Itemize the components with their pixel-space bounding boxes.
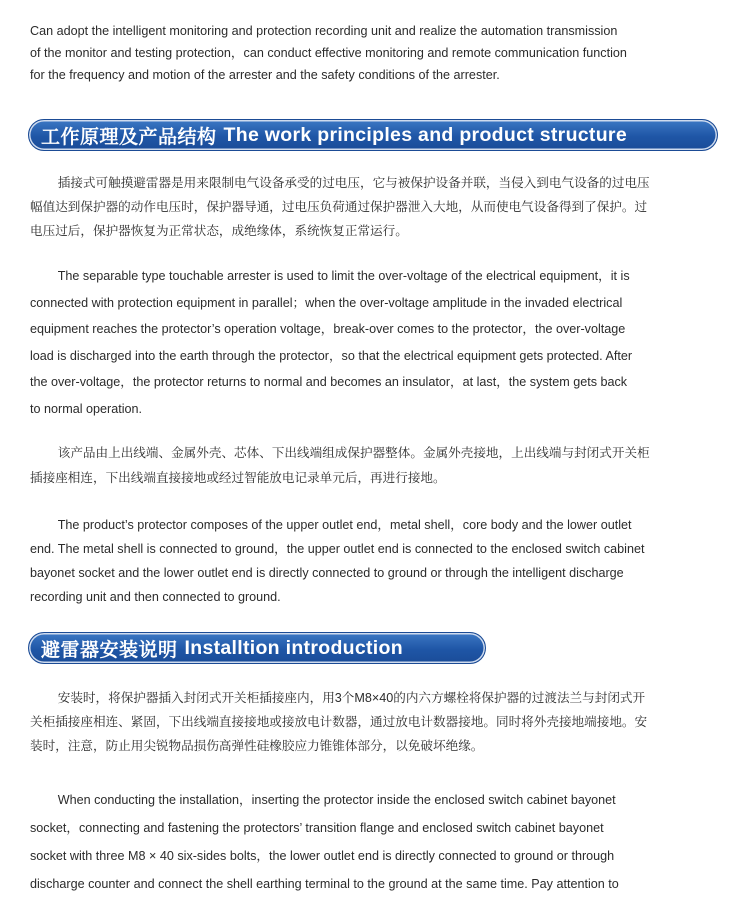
section-heading-cn: 避雷器安装说明 (41, 639, 178, 661)
text-line: 插接座相连，下出线端直接接地或经过智能放电记录单元后，再进行接地。 (30, 471, 446, 485)
section-heading-en: The work principles and product structure (223, 123, 627, 146)
text-line: The separable type touchable arrester is used to limit the over-voltage of the electrical equipment，it is (57, 269, 630, 283)
intro-line: for the frequency and motion of the arrester and the safety conditions of the arrester. (30, 68, 500, 82)
structure-paragraph-cn (30, 441, 725, 491)
text-line: 电压过后，保护器恢复为正常状态，成绝缘体，系统恢复正常运行。 (30, 224, 408, 238)
installation-paragraph-cn (30, 686, 725, 758)
text-line: bayonet socket and the lower outlet end is directly connected to ground or through the intelligent discharge (30, 566, 624, 580)
text-line: to normal operation. (30, 401, 143, 416)
text-line: discharge counter and connect the shell earthing terminal to the ground at the same time. Pay attention to (30, 877, 619, 891)
text-line: 关柜插接座相连、紧固，下出线端直接接地或接放电计数器，通过放电计数器接地。同时将外壳接地端接地。安 (30, 715, 648, 729)
text-line: recording unit and then connected to ground. (30, 590, 281, 604)
text-line: the over-voltage，the protector returns to normal and becomes an insulator，at last，the system gets back (30, 375, 628, 389)
text-line: socket with three M8 × 40 six-sides bolts，the lower outlet end is directly connected to ground or through (30, 849, 615, 863)
principle-paragraph-en (30, 263, 725, 422)
section-heading-work-principles (28, 119, 718, 151)
text-line: 安装时，将保护器插入封闭式开关柜插接座内，用3个M8×40的内六方螺栓将保护器的过渡法兰与封闭式开 (57, 691, 646, 705)
intro-line: of the monitor and testing protection，can conduct effective monitoring and remote communication function (30, 46, 627, 60)
section-heading-cn: 工作原理及产品结构 (41, 126, 217, 148)
text-line: 该产品由上出线端、金属外壳、芯体、下出线端组成保护器整体。金属外壳接地，上出线端与封闭式开关柜 (57, 446, 650, 460)
intro-line: Can adopt the intelligent monitoring and protection recording unit and realize the automation transmission (30, 24, 618, 38)
text-line: 装时，注意，防止用尖锐物品损伤高弹性硅橡胶应力锥锥体部分，以免破坏绝缘。 (30, 739, 484, 753)
section-heading-installation (28, 632, 486, 664)
text-line: 幅值达到保护器的动作电压时，保护器导通，过电压负荷通过保护器泄入大地，从而使电气设备得到了保护。过 (30, 200, 648, 214)
principle-paragraph-cn (30, 171, 725, 243)
text-line: 插接式可触摸避雷器是用来限制电气设备承受的过电压，它与被保护设备并联，当侵入到电气设备的过电压 (57, 176, 650, 190)
text-line: end. The metal shell is connected to ground，the upper outlet end is connected to the enclosed switch cabinet (30, 542, 645, 556)
structure-paragraph-en (30, 513, 725, 609)
text-line: socket，connecting and fastening the protectors’ transition flange and enclosed switch cabinet bayonet (30, 821, 604, 835)
text-line: load is discharged into the earth through the protector，so that the electrical equipment gets protected. After (30, 348, 633, 363)
intro-paragraph (30, 20, 725, 86)
installation-paragraph-en (30, 786, 725, 898)
text-line: equipment reaches the protector’s operation voltage，break-over comes to the protector，the over-voltage (30, 322, 626, 336)
text-line: The product’s protector composes of the upper outlet end，metal shell，core body and the lower outlet (57, 518, 632, 532)
text-line: When conducting the installation，inserting the protector inside the enclosed switch cabinet bayonet (57, 793, 616, 807)
text-line: connected with protection equipment in parallel；when the over-voltage amplitude in the invaded electrical (30, 295, 623, 310)
section-heading-en: Installtion introduction (184, 636, 403, 659)
